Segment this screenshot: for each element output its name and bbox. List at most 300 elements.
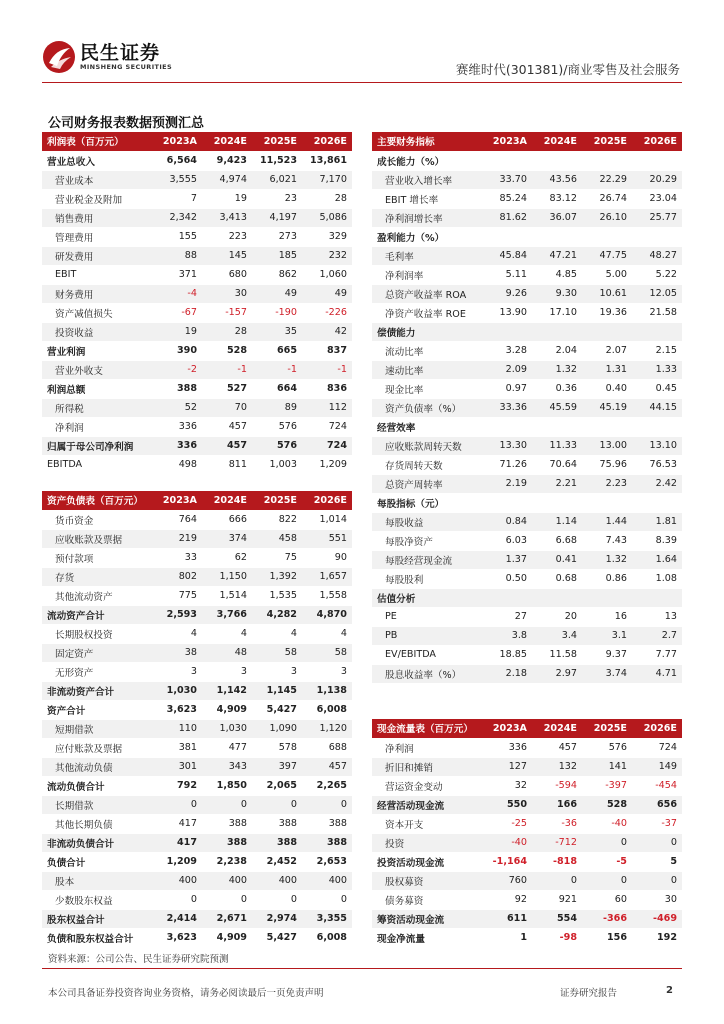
row-label: 总资产收益率 ROA <box>372 284 482 303</box>
cell-value: 75.96 <box>582 455 632 474</box>
cell-value: 1,657 <box>302 567 352 586</box>
cell-value: 1.32 <box>532 360 582 379</box>
row-label: 短期借款 <box>42 719 152 738</box>
table-row <box>372 928 682 947</box>
cell-value <box>482 493 532 512</box>
row-label: 经营效率 <box>372 417 482 436</box>
cell-value <box>532 417 582 436</box>
cell-value: 0 <box>632 833 682 852</box>
cell-value: 764 <box>152 510 202 529</box>
cell-value: 13 <box>632 607 682 626</box>
table-row <box>42 379 352 398</box>
cell-value: 775 <box>152 586 202 605</box>
header-divider <box>42 82 682 83</box>
cell-value: 17.10 <box>532 303 582 322</box>
row-label: 无形资产 <box>42 662 152 681</box>
table-row <box>372 550 682 569</box>
cell-value: 49 <box>252 284 302 303</box>
row-label: 所得税 <box>42 398 152 417</box>
cell-value: 388 <box>202 814 252 833</box>
cell-value: 1.14 <box>532 512 582 531</box>
cell-value: -366 <box>582 909 632 928</box>
cell-value: 62 <box>202 548 252 567</box>
cell-value: 1,535 <box>252 586 302 605</box>
row-label: 每股股利 <box>372 569 482 588</box>
row-label: PE <box>372 607 482 626</box>
row-label: 营业税金及附加 <box>42 189 152 208</box>
cell-value: 2.07 <box>582 341 632 360</box>
cell-value: -1 <box>302 360 352 379</box>
row-label: 营运资金变动 <box>372 776 482 795</box>
year-header: 2023A <box>152 491 202 510</box>
cell-value: 1.81 <box>632 512 682 531</box>
row-label: 每股经营现金流 <box>372 550 482 569</box>
cell-value: 19 <box>152 322 202 341</box>
cell-value: 550 <box>482 795 532 814</box>
cell-value: 70.64 <box>532 455 582 474</box>
cell-value: 44.15 <box>632 398 682 417</box>
cell-value: 35 <box>252 322 302 341</box>
cell-value: 7.43 <box>582 531 632 550</box>
row-label: 投资 <box>372 833 482 852</box>
table-row <box>372 398 682 417</box>
cell-value: -98 <box>532 928 582 947</box>
row-label: 长期股权投资 <box>42 624 152 643</box>
cell-value: 16 <box>582 607 632 626</box>
table-row <box>372 512 682 531</box>
table-row <box>372 474 682 493</box>
cell-value: 343 <box>202 757 252 776</box>
row-label: 管理费用 <box>42 227 152 246</box>
cell-value: 49 <box>302 284 352 303</box>
table-row <box>372 265 682 284</box>
row-label: 净利润 <box>372 738 482 757</box>
cell-value: 388 <box>252 833 302 852</box>
cell-value: 112 <box>302 398 352 417</box>
cell-value: 2.7 <box>632 626 682 645</box>
table-row <box>42 605 352 624</box>
cell-value: 388 <box>202 833 252 852</box>
cell-value: 48 <box>202 643 252 662</box>
table-title: 资产负债表（百万元） <box>42 491 152 510</box>
table-row <box>372 757 682 776</box>
footer-divider <box>42 968 682 969</box>
cell-value: -25 <box>482 814 532 833</box>
table-row <box>42 795 352 814</box>
cell-value: 836 <box>302 379 352 398</box>
cell-value: 0.86 <box>582 569 632 588</box>
cell-value <box>582 227 632 246</box>
cell-value: 13.10 <box>632 436 682 455</box>
cell-value <box>632 227 682 246</box>
cell-value: 3 <box>252 662 302 681</box>
logo-text-en: MINSHENG SECURITIES <box>80 63 173 71</box>
cell-value <box>582 493 632 512</box>
cell-value: -454 <box>632 776 682 795</box>
cell-value: 2.23 <box>582 474 632 493</box>
row-label: PB <box>372 626 482 645</box>
cell-value: -40 <box>482 833 532 852</box>
cell-value: 26.10 <box>582 208 632 227</box>
cell-value: 27 <box>482 607 532 626</box>
cell-value: 1,209 <box>152 852 202 871</box>
row-label: 少数股东权益 <box>42 890 152 909</box>
cell-value: -469 <box>632 909 682 928</box>
row-label: 利润总额 <box>42 379 152 398</box>
table-row <box>372 170 682 189</box>
cell-value: 0.36 <box>532 379 582 398</box>
row-label: 成长能力（%） <box>372 151 482 170</box>
year-header: 2026E <box>302 491 352 510</box>
cell-value: 20 <box>532 607 582 626</box>
cell-value: 6,564 <box>152 151 202 170</box>
cell-value: 527 <box>202 379 252 398</box>
cell-value: 336 <box>152 436 202 455</box>
cell-value: 792 <box>152 776 202 795</box>
row-label: 经营活动现金流 <box>372 795 482 814</box>
cell-value: 11,523 <box>252 151 302 170</box>
table-row <box>372 626 682 645</box>
row-label: EV/EBITDA <box>372 645 482 664</box>
table-row <box>42 322 352 341</box>
cell-value: 76.53 <box>632 455 682 474</box>
cell-value: 75 <box>252 548 302 567</box>
row-label: 速动比率 <box>372 360 482 379</box>
cell-value: 71.26 <box>482 455 532 474</box>
cell-value: 381 <box>152 738 202 757</box>
cell-value: 1,514 <box>202 586 252 605</box>
cell-value: 458 <box>252 529 302 548</box>
cell-value: 5.11 <box>482 265 532 284</box>
cell-value: 149 <box>632 757 682 776</box>
cell-value: 390 <box>152 341 202 360</box>
cell-value: 0.41 <box>532 550 582 569</box>
cell-value: 58 <box>252 643 302 662</box>
cell-value: 81.62 <box>482 208 532 227</box>
row-label: 资产减值损失 <box>42 303 152 322</box>
cell-value: 92 <box>482 890 532 909</box>
table-row <box>372 436 682 455</box>
cell-value: 45.84 <box>482 246 532 265</box>
cell-value: 457 <box>302 757 352 776</box>
section-title: 公司财务报表数据预测汇总 <box>48 116 205 131</box>
row-label: 总资产周转率 <box>372 474 482 493</box>
row-label: 资本开支 <box>372 814 482 833</box>
table-row <box>42 890 352 909</box>
cell-value: 1.37 <box>482 550 532 569</box>
cell-value: 3 <box>202 662 252 681</box>
cell-value: 724 <box>302 417 352 436</box>
cell-value: 38 <box>152 643 202 662</box>
row-label: 营业利润 <box>42 341 152 360</box>
cell-value: -712 <box>532 833 582 852</box>
cell-value: 811 <box>202 455 252 474</box>
cell-value: 13.30 <box>482 436 532 455</box>
cell-value: 3.74 <box>582 664 632 683</box>
cell-value: 32 <box>482 776 532 795</box>
cell-value: 2.21 <box>532 474 582 493</box>
cell-value: 273 <box>252 227 302 246</box>
cell-value: -1,164 <box>482 852 532 871</box>
cell-value: 20.29 <box>632 170 682 189</box>
table-row <box>372 776 682 795</box>
table-row <box>372 890 682 909</box>
cell-value: 576 <box>252 417 302 436</box>
cell-value: 3,766 <box>202 605 252 624</box>
table-row <box>372 379 682 398</box>
cell-value: 5.00 <box>582 265 632 284</box>
disclaimer: 本公司具备证券投资咨询业务资格，请务必阅读最后一页免责声明 <box>48 988 324 999</box>
cell-value: 656 <box>632 795 682 814</box>
report-type: 证券研究报告 <box>560 988 618 999</box>
cell-value: 9.26 <box>482 284 532 303</box>
cell-value: 2,414 <box>152 909 202 928</box>
table-row <box>372 569 682 588</box>
cell-value: 47.21 <box>532 246 582 265</box>
table-title: 现金流量表（百万元） <box>372 719 482 738</box>
table-row <box>42 398 352 417</box>
cell-value: -37 <box>632 814 682 833</box>
row-label: 资产合计 <box>42 700 152 719</box>
cell-value: 1,014 <box>302 510 352 529</box>
cell-value: 388 <box>302 833 352 852</box>
year-header: 2026E <box>302 132 352 151</box>
cell-value: 2.18 <box>482 664 532 683</box>
table-row <box>42 586 352 605</box>
row-label: 股本 <box>42 871 152 890</box>
row-label: EBITDA <box>42 455 152 474</box>
row-label: 存货周转天数 <box>372 455 482 474</box>
row-label: 估值分析 <box>372 588 482 607</box>
cell-value: 0 <box>202 890 252 909</box>
cell-value: 371 <box>152 265 202 284</box>
cell-value: 127 <box>482 757 532 776</box>
table-row <box>372 493 682 512</box>
cell-value: 578 <box>252 738 302 757</box>
table-row <box>42 643 352 662</box>
cell-value <box>482 417 532 436</box>
table-title: 利润表（百万元） <box>42 132 152 151</box>
cell-value: 192 <box>632 928 682 947</box>
cell-value: 0 <box>202 795 252 814</box>
cell-value: 498 <box>152 455 202 474</box>
cell-value: 921 <box>532 890 582 909</box>
cell-value: 6.68 <box>532 531 582 550</box>
cell-value: 4,197 <box>252 208 302 227</box>
cell-value: 3,555 <box>152 170 202 189</box>
cell-value: 88 <box>152 246 202 265</box>
cell-value: 9.30 <box>532 284 582 303</box>
row-label: 净资产收益率 ROE <box>372 303 482 322</box>
cell-value: 19.36 <box>582 303 632 322</box>
year-header: 2025E <box>252 491 302 510</box>
cell-value: 2,671 <box>202 909 252 928</box>
table-row <box>42 814 352 833</box>
cell-value: 132 <box>532 757 582 776</box>
table-row <box>42 738 352 757</box>
cell-value: -594 <box>532 776 582 795</box>
cell-value: 680 <box>202 265 252 284</box>
row-label: 销售费用 <box>42 208 152 227</box>
cell-value: 666 <box>202 510 252 529</box>
cell-value: 2,342 <box>152 208 202 227</box>
row-label: 净利润增长率 <box>372 208 482 227</box>
cell-value: 0 <box>302 795 352 814</box>
cell-value: 10.61 <box>582 284 632 303</box>
cell-value: 5,427 <box>252 928 302 947</box>
row-label: 长期借款 <box>42 795 152 814</box>
cell-value: -4 <box>152 284 202 303</box>
cell-value: 11.58 <box>532 645 582 664</box>
row-label: 营业总收入 <box>42 151 152 170</box>
table-row <box>42 852 352 871</box>
cell-value <box>632 417 682 436</box>
table-row <box>42 246 352 265</box>
source-note: 资料来源：公司公告、民生证券研究院预测 <box>48 954 229 965</box>
table-row <box>372 455 682 474</box>
financial-ratios-table <box>372 132 682 684</box>
year-header: 2024E <box>532 132 582 151</box>
cell-value: 724 <box>632 738 682 757</box>
table-row <box>42 510 352 529</box>
table-row <box>42 189 352 208</box>
table-row <box>42 757 352 776</box>
table-row <box>372 795 682 814</box>
logo-text-cn: 民生证券 <box>80 42 161 64</box>
table-row <box>372 284 682 303</box>
cell-value: 388 <box>152 379 202 398</box>
table-row <box>42 624 352 643</box>
cell-value: 3,355 <box>302 909 352 928</box>
cell-value: 1,145 <box>252 681 302 700</box>
cell-value: 48.27 <box>632 246 682 265</box>
table-header-row <box>42 491 352 510</box>
cell-value: -157 <box>202 303 252 322</box>
year-header: 2024E <box>202 491 252 510</box>
balance-sheet-table <box>42 491 352 948</box>
row-label: 营业收入增长率 <box>372 170 482 189</box>
cell-value: 1,060 <box>302 265 352 284</box>
table-row <box>372 151 682 170</box>
cell-value <box>482 151 532 170</box>
income-statement-table <box>42 132 352 475</box>
cell-value: 2,452 <box>252 852 302 871</box>
cell-value: 1,090 <box>252 719 302 738</box>
year-header: 2025E <box>582 719 632 738</box>
cell-value: 457 <box>202 417 252 436</box>
cell-value: 6.03 <box>482 531 532 550</box>
table-row <box>42 833 352 852</box>
cell-value: 11.33 <box>532 436 582 455</box>
cell-value: 3,623 <box>152 928 202 947</box>
cell-value: 417 <box>152 833 202 852</box>
year-header: 2024E <box>532 719 582 738</box>
row-label: 折旧和摊销 <box>372 757 482 776</box>
cell-value: 576 <box>252 436 302 455</box>
cell-value: 4 <box>302 624 352 643</box>
cell-value: 4,870 <box>302 605 352 624</box>
cell-value: 0.40 <box>582 379 632 398</box>
cell-value: 400 <box>302 871 352 890</box>
cell-value: 0 <box>252 890 302 909</box>
cell-value: 400 <box>202 871 252 890</box>
cell-value: 223 <box>202 227 252 246</box>
cell-value: 1.64 <box>632 550 682 569</box>
row-label: 财务费用 <box>42 284 152 303</box>
cell-value: 83.12 <box>532 189 582 208</box>
cell-value: 43.56 <box>532 170 582 189</box>
row-label: 流动比率 <box>372 341 482 360</box>
row-label: 每股净资产 <box>372 531 482 550</box>
cell-value: 5,427 <box>252 700 302 719</box>
table-row <box>372 871 682 890</box>
cell-value: 0.84 <box>482 512 532 531</box>
cell-value <box>632 588 682 607</box>
cell-value: 0 <box>152 795 202 814</box>
cell-value: 19 <box>202 189 252 208</box>
table-row <box>42 227 352 246</box>
cell-value: 2,653 <box>302 852 352 871</box>
row-label: 净利润 <box>42 417 152 436</box>
cell-value: 25.77 <box>632 208 682 227</box>
cell-value: 33 <box>152 548 202 567</box>
cell-value: 1,209 <box>302 455 352 474</box>
cell-value: 232 <box>302 246 352 265</box>
cell-value: -1 <box>202 360 252 379</box>
cell-value: 2,593 <box>152 605 202 624</box>
cell-value: 1,558 <box>302 586 352 605</box>
cell-value <box>482 588 532 607</box>
cell-value <box>532 493 582 512</box>
cell-value: 1,850 <box>202 776 252 795</box>
cell-value <box>532 227 582 246</box>
row-label: 投资活动现金流 <box>372 852 482 871</box>
table-row <box>372 531 682 550</box>
minsheng-logo <box>42 38 182 78</box>
table-row <box>42 909 352 928</box>
cell-value: 47.75 <box>582 246 632 265</box>
cell-value <box>632 151 682 170</box>
row-label: 负债和股东权益合计 <box>42 928 152 947</box>
row-label: 现金比率 <box>372 379 482 398</box>
cell-value: -397 <box>582 776 632 795</box>
row-label: 每股收益 <box>372 512 482 531</box>
cell-value: 1.08 <box>632 569 682 588</box>
cell-value: 90 <box>302 548 352 567</box>
cell-value: 388 <box>252 814 302 833</box>
cell-value: 3.28 <box>482 341 532 360</box>
cell-value: 822 <box>252 510 302 529</box>
cell-value: 3,623 <box>152 700 202 719</box>
cell-value: 336 <box>482 738 532 757</box>
cell-value: -5 <box>582 852 632 871</box>
cell-value: 0.68 <box>532 569 582 588</box>
cell-value: 301 <box>152 757 202 776</box>
cell-value: 2.15 <box>632 341 682 360</box>
table-row <box>42 360 352 379</box>
table-row <box>372 909 682 928</box>
cell-value: 85.24 <box>482 189 532 208</box>
row-label: 归属于母公司净利润 <box>42 436 152 455</box>
cell-value: 1,030 <box>202 719 252 738</box>
row-label: 其他长期负债 <box>42 814 152 833</box>
cell-value: 1,150 <box>202 567 252 586</box>
row-label: 股权募资 <box>372 871 482 890</box>
cell-value: 4 <box>202 624 252 643</box>
cell-value: 397 <box>252 757 302 776</box>
cell-value: 155 <box>152 227 202 246</box>
cell-value: 6,021 <box>252 170 302 189</box>
